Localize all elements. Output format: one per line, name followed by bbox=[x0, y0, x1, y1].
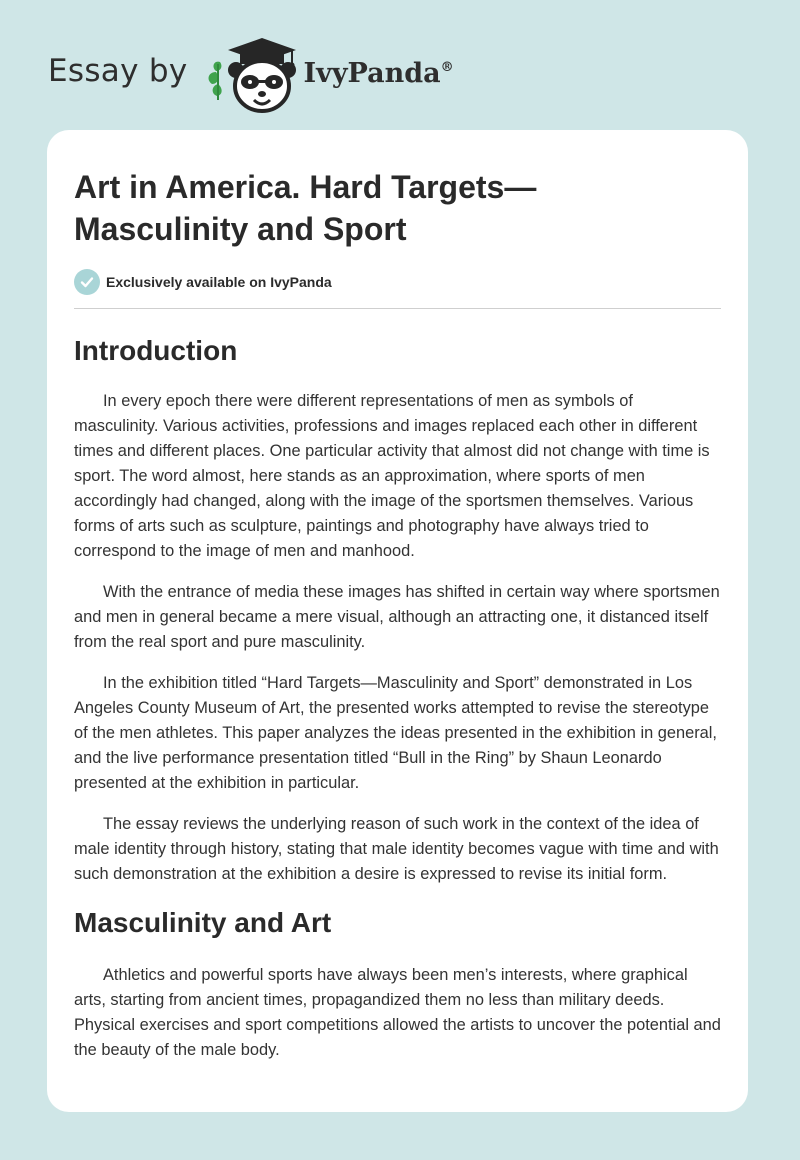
essay-by-label: Essay by bbox=[48, 53, 188, 89]
ivy-leaf-icon bbox=[208, 62, 221, 100]
article-card bbox=[47, 130, 748, 1112]
section-introduction bbox=[74, 333, 721, 887]
section-masculinity-and-art bbox=[74, 905, 721, 1063]
section-heading: Introduction bbox=[74, 335, 238, 366]
paragraph: The essay reviews the underlying reason of such work in the context of the idea of male identity through history, stating that male identity becomes vague with time and with such demonstration at the exhibition a desire is expressed to revise its initial form. bbox=[74, 815, 719, 883]
article-title: Art in America. Hard Targets—Masculinity and Sport bbox=[74, 169, 537, 247]
paragraph: In the exhibition titled “Hard Targets—Masculinity and Sport” demonstrated in Los Angeles County Museum of Art, the presented works attempted to revise the stereotype of the men athletes. This paper analyzes the ideas presented in the exhibition in general, and the live performance presentation titled “Bull in the Ring” by Shaun Leonardo presented at the exhibition in particular. bbox=[74, 674, 717, 792]
section-heading: Masculinity and Art bbox=[74, 907, 332, 938]
panda-graduate-logo-icon[interactable] bbox=[202, 34, 298, 114]
exclusive-badge bbox=[74, 268, 721, 296]
paragraph: In every epoch there were different representations of men as symbols of masculinity. Various activities, professions and images replaced each other in different times and different places. One particular activity that almost did not change with time is sport. The word almost, here stands as an approximation, where sports of men accordingly had changed, along with the image of the sportsmen themselves. Various forms of arts such as sculpture, paintings and photography have always tried to correspond to the image of men and manhood. bbox=[74, 392, 710, 560]
exclusive-badge-label: Exclusively available on IvyPanda bbox=[106, 274, 332, 290]
site-header bbox=[48, 34, 454, 114]
paragraph: With the entrance of media these images has shifted in certain way where sportsmen and men in general became a mere visual, although an attracting one, it distanced itself from the real sport and pure masculinity. bbox=[74, 583, 720, 651]
paragraph: Athletics and powerful sports have always been men’s interests, where graphical arts, starting from ancient times, propagandized them no less than military deeds. Physical exercises and sport competitions allowed the artists to uncover the potential and the beauty of the male body. bbox=[74, 966, 721, 1059]
checkmark-icon bbox=[74, 269, 100, 295]
divider bbox=[74, 308, 721, 309]
brand-name[interactable]: IvyPanda® bbox=[303, 57, 454, 89]
registered-mark: ® bbox=[440, 59, 454, 75]
